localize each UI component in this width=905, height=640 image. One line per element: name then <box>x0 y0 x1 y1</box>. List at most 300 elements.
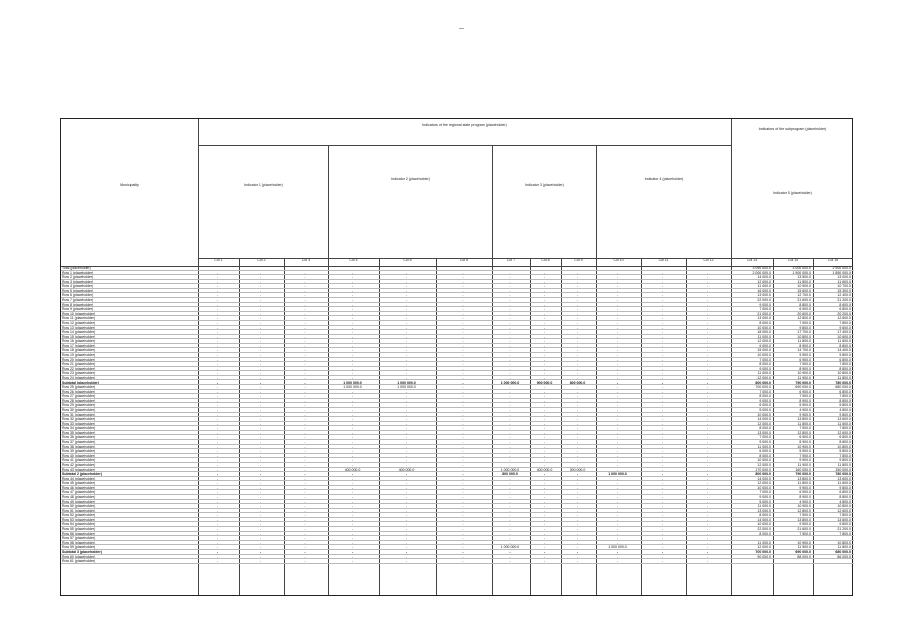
table-cell: - <box>405 389 408 394</box>
table-cell: 4 900.0 <box>799 499 811 504</box>
table-cell: - <box>576 449 579 454</box>
table-cell: - <box>405 288 408 293</box>
table-cell: - <box>216 504 219 509</box>
table-cell: - <box>616 513 619 518</box>
table-cell: - <box>616 288 619 293</box>
row-name: Row 17 (placeholder) <box>62 343 96 348</box>
table-cell: - <box>706 421 709 426</box>
table-cell: 12 000.0 <box>757 462 771 467</box>
table-cell: - <box>405 366 408 371</box>
table-cell: - <box>661 472 664 477</box>
table-cell: - <box>576 508 579 513</box>
table-cell: - <box>351 334 354 339</box>
table-cell: - <box>706 366 709 371</box>
table-cell: 7 800.0 <box>839 394 851 399</box>
table-cell: 8 800.0 <box>839 398 851 403</box>
table-cell: 21 000.0 <box>757 311 771 316</box>
table-cell: - <box>543 325 546 330</box>
table-cell: - <box>259 449 262 454</box>
table-cell: - <box>576 339 579 344</box>
table-cell: 8 000.0 <box>759 453 771 458</box>
table-cell: - <box>706 462 709 467</box>
table-cell: - <box>616 444 619 449</box>
table-cell: - <box>543 371 546 376</box>
table-cell: - <box>661 417 664 422</box>
row-name: Row 52 (placeholder) <box>62 513 96 518</box>
table-cell: - <box>543 481 546 486</box>
table-cell: 7 800.0 <box>839 362 851 367</box>
table-cell: - <box>462 430 464 435</box>
table-cell: - <box>543 353 546 358</box>
table-cell: - <box>351 444 354 449</box>
table-cell: - <box>616 320 619 325</box>
table-cell: 14 000.0 <box>757 517 771 522</box>
table-cell: - <box>706 293 709 298</box>
table-cell: 10 900.0 <box>797 540 811 545</box>
table-cell: - <box>304 339 306 344</box>
table-cell: 11 600.0 <box>837 279 851 284</box>
table-cell: - <box>661 293 664 298</box>
table-cell: - <box>351 522 354 527</box>
table-cell: 400 000.0 <box>344 467 361 472</box>
table-cell: - <box>304 467 306 472</box>
table-cell: - <box>661 545 664 550</box>
table-cell: - <box>259 375 262 380</box>
table-cell: 1 000 000.0 <box>500 380 520 385</box>
row-name: Row 57 (placeholder) <box>62 536 96 541</box>
table-cell: - <box>616 325 619 330</box>
table-cell: - <box>259 334 262 339</box>
table-cell: - <box>351 508 354 513</box>
table-cell: - <box>706 485 709 490</box>
table-cell: 6 900.0 <box>799 307 811 312</box>
table-cell: - <box>509 504 511 509</box>
table-cell: - <box>462 527 464 532</box>
table-cell: - <box>462 343 464 348</box>
table-cell: - <box>706 495 709 499</box>
table-cell: - <box>462 293 464 298</box>
table-cell: - <box>304 421 306 426</box>
table-cell: - <box>616 522 619 527</box>
table-cell: 11 000.0 <box>757 334 771 339</box>
table-cell: - <box>543 275 546 280</box>
table-cell: - <box>304 298 306 303</box>
table-cell: - <box>706 417 709 422</box>
table-cell: - <box>351 311 354 316</box>
table-cell: - <box>304 353 306 358</box>
table-cell: - <box>706 458 709 463</box>
table-cell: - <box>576 554 579 559</box>
table-cell: - <box>509 517 511 522</box>
table-cell: - <box>543 554 546 559</box>
table-cell: - <box>706 513 709 518</box>
table-cell: - <box>259 353 262 358</box>
table-cell: - <box>462 435 464 440</box>
table-cell: - <box>543 339 546 344</box>
table-cell: - <box>259 531 262 536</box>
sub-header: Col 12 <box>703 258 714 262</box>
table-cell: - <box>259 389 262 394</box>
table-cell: - <box>543 357 546 362</box>
table-cell: - <box>405 540 408 545</box>
table-cell: 18 000.0 <box>757 330 771 335</box>
table-cell: - <box>576 536 579 541</box>
table-cell: 90 000.0 <box>757 554 771 559</box>
table-cell: 13 800.0 <box>797 517 811 522</box>
table-cell: - <box>216 288 219 293</box>
table-cell: 4 900.0 <box>799 407 811 412</box>
table-cell: 10 800.0 <box>837 504 851 509</box>
table-cell: 11 800.0 <box>837 462 851 467</box>
table-cell: - <box>216 444 219 449</box>
table-cell: - <box>462 385 464 390</box>
table-cell: 800 000.0 <box>755 472 771 477</box>
table-cell: - <box>576 284 579 289</box>
table-cell: 400 000.0 <box>536 467 553 472</box>
table-cell: 12 600.0 <box>837 508 851 513</box>
row-name: Row 22 (placeholder) <box>62 366 96 371</box>
table-cell: - <box>706 348 709 353</box>
table-cell: - <box>706 302 709 307</box>
table-cell: - <box>543 389 546 394</box>
table-cell: 5 800.0 <box>839 403 851 408</box>
table-cell: 680 000.0 <box>835 549 851 554</box>
table-cell: - <box>543 513 546 518</box>
table-cell: - <box>405 375 408 380</box>
table-cell: - <box>661 279 664 284</box>
table-cell: - <box>405 284 408 289</box>
table-cell: - <box>616 407 619 412</box>
table-cell: - <box>616 316 619 321</box>
table-cell: - <box>259 417 262 422</box>
table-cell: - <box>576 522 579 527</box>
table-cell: - <box>616 430 619 435</box>
table-cell: - <box>405 504 408 509</box>
table-cell: - <box>616 481 619 486</box>
table-cell: - <box>259 513 262 518</box>
table-cell: - <box>259 339 262 344</box>
data-table <box>60 118 853 596</box>
table-cell: - <box>706 316 709 321</box>
table-cell: - <box>509 343 511 348</box>
table-cell: - <box>304 426 306 431</box>
table-cell: - <box>661 453 664 458</box>
table-cell: - <box>509 499 511 504</box>
table-cell: - <box>706 298 709 303</box>
row-name: Subtotal 2 (placeholder) <box>62 472 102 477</box>
table-cell: - <box>706 270 709 275</box>
table-cell: 13 000.0 <box>757 293 771 298</box>
table-cell: - <box>351 476 354 481</box>
table-cell: - <box>661 398 664 403</box>
table-cell: - <box>706 353 709 358</box>
table-cell: - <box>351 421 354 426</box>
table-cell: - <box>216 417 219 422</box>
table-cell: - <box>405 513 408 518</box>
table-cell: - <box>304 490 306 495</box>
table-cell: - <box>351 559 354 564</box>
row-name: Row 3 (placeholder) <box>62 279 94 284</box>
table-cell: - <box>216 334 219 339</box>
table-cell: - <box>216 513 219 518</box>
table-cell: 8 600.0 <box>839 302 851 307</box>
table-cell: - <box>462 380 464 385</box>
row-name: Row 35 (placeholder) <box>62 430 96 435</box>
table-cell: 9 000.0 <box>759 398 771 403</box>
table-cell: - <box>462 458 464 463</box>
table-cell: - <box>543 540 546 545</box>
table-cell: - <box>351 339 354 344</box>
table-cell: - <box>351 481 354 486</box>
table-cell: - <box>616 426 619 431</box>
table-cell: 10 800.0 <box>837 540 851 545</box>
table-cell: - <box>661 504 664 509</box>
table-cell: - <box>543 531 546 536</box>
table-cell: - <box>543 412 546 417</box>
table-cell: - <box>259 293 262 298</box>
table-cell: - <box>304 398 306 403</box>
table-cell: 9 600.0 <box>839 325 851 330</box>
row-name: Row 34 (placeholder) <box>62 426 96 431</box>
table-cell: 8 000.0 <box>759 394 771 399</box>
table-cell: - <box>304 275 306 280</box>
table-cell: 15 600.0 <box>797 288 811 293</box>
table-cell: - <box>405 348 408 353</box>
table-cell: 12 000.0 <box>757 279 771 284</box>
table-cell: - <box>304 270 306 275</box>
table-cell: - <box>543 366 546 371</box>
table-cell: 11 900.0 <box>797 545 811 550</box>
table-cell: - <box>304 389 306 394</box>
table-cell: 11 800.0 <box>837 545 851 550</box>
table-cell: - <box>576 485 579 490</box>
table-cell: - <box>576 394 579 399</box>
table-cell: - <box>509 307 511 312</box>
table-cell: - <box>259 270 262 275</box>
table-cell: - <box>405 275 408 280</box>
table-cell: 10 700.0 <box>837 284 851 289</box>
table-cell: - <box>706 343 709 348</box>
row-name: Row 54 (placeholder) <box>62 522 96 527</box>
table-cell: - <box>304 449 306 454</box>
table-cell: - <box>576 517 579 522</box>
table-cell: - <box>616 362 619 367</box>
table-cell: - <box>304 325 306 330</box>
table-cell: - <box>304 462 306 467</box>
table-cell: - <box>543 545 546 550</box>
table-cell: - <box>405 495 408 499</box>
table-cell: 690 000.0 <box>795 549 811 554</box>
table-cell: - <box>661 330 664 335</box>
table-cell: 21 600.0 <box>797 527 811 532</box>
table-cell: - <box>661 298 664 303</box>
table-cell: - <box>259 453 262 458</box>
table-cell: 8 900.0 <box>799 398 811 403</box>
table-cell: - <box>576 311 579 316</box>
table-cell: 400 000.0 <box>398 467 415 472</box>
table-cell: - <box>616 453 619 458</box>
table-cell: - <box>462 495 464 499</box>
table-cell: 7 800.0 <box>839 426 851 431</box>
table-cell: - <box>543 490 546 495</box>
table-cell: - <box>576 366 579 371</box>
table-cell: - <box>405 316 408 321</box>
table-cell: - <box>304 513 306 518</box>
table-cell: - <box>576 270 579 275</box>
table-cell: - <box>304 485 306 490</box>
table-cell: - <box>616 279 619 284</box>
table-cell: - <box>509 495 511 499</box>
table-cell: 700 000.0 <box>755 549 771 554</box>
table-cell: - <box>576 481 579 486</box>
table-cell: - <box>405 270 408 275</box>
table-cell: - <box>616 366 619 371</box>
table-cell: - <box>576 353 579 358</box>
table-cell: 7 800.0 <box>839 320 851 325</box>
table-cell: 9 900.0 <box>799 458 811 463</box>
table-cell: - <box>216 517 219 522</box>
table-cell: - <box>216 499 219 504</box>
table-cell: - <box>706 334 709 339</box>
table-cell: - <box>576 453 579 458</box>
table-cell: - <box>351 435 354 440</box>
table-cell: - <box>462 531 464 536</box>
table-cell: - <box>351 485 354 490</box>
table-cell: - <box>259 421 262 426</box>
table-cell: - <box>543 279 546 284</box>
table-cell: - <box>509 270 511 275</box>
row-name: Row 31 (placeholder) <box>62 412 96 417</box>
table-cell: - <box>351 362 354 367</box>
table-cell: 7 800.0 <box>839 453 851 458</box>
table-cell: - <box>259 426 262 431</box>
table-cell: - <box>543 453 546 458</box>
table-cell: - <box>543 421 546 426</box>
table-cell: - <box>216 385 219 390</box>
table-cell: - <box>509 485 511 490</box>
table-cell: - <box>462 462 464 467</box>
table-cell: - <box>576 330 579 335</box>
table-cell: 21 600.0 <box>797 298 811 303</box>
table-cell: - <box>351 298 354 303</box>
table-cell: 17 700.0 <box>797 330 811 335</box>
table-cell: 11 000.0 <box>757 540 771 545</box>
table-cell: - <box>661 407 664 412</box>
table-cell: - <box>509 298 511 303</box>
table-cell: - <box>543 495 546 499</box>
table-cell: - <box>616 394 619 399</box>
table-cell: - <box>543 320 546 325</box>
table-cell: - <box>259 279 262 284</box>
table-cell: - <box>462 540 464 545</box>
table-cell: - <box>616 343 619 348</box>
row-name: Row 40 (placeholder) <box>62 453 96 458</box>
table-cell: - <box>216 540 219 545</box>
table-cell: - <box>616 417 619 422</box>
table-cell: - <box>543 462 546 467</box>
row-name: Row 28 (placeholder) <box>62 398 96 403</box>
table-cell: - <box>216 407 219 412</box>
table-cell: - <box>216 426 219 431</box>
table-cell: - <box>509 407 511 412</box>
table-cell: - <box>216 366 219 371</box>
table-cell: - <box>661 311 664 316</box>
table-cell: 680 000.0 <box>835 385 851 390</box>
table-cell: - <box>509 476 511 481</box>
table-cell: 10 900.0 <box>797 371 811 376</box>
table-cell: - <box>706 398 709 403</box>
table-cell: - <box>509 462 511 467</box>
table-cell: - <box>661 412 664 417</box>
table-cell: - <box>259 320 262 325</box>
table-cell: - <box>304 435 306 440</box>
row-name: Row 56 (placeholder) <box>62 531 96 536</box>
table-cell: - <box>304 495 306 499</box>
table-cell: - <box>216 440 219 445</box>
table-cell: - <box>462 307 464 312</box>
table-cell: - <box>216 476 219 481</box>
table-cell: - <box>616 298 619 303</box>
table-cell: - <box>351 302 354 307</box>
table-cell: - <box>462 403 464 408</box>
table-cell: 6 800.0 <box>839 307 851 312</box>
table-cell: - <box>543 298 546 303</box>
table-cell: 12 700.0 <box>797 293 811 298</box>
table-cell: - <box>216 412 219 417</box>
table-cell: - <box>661 284 664 289</box>
table-cell: - <box>543 307 546 312</box>
table-cell: - <box>304 348 306 353</box>
table-cell: - <box>661 554 664 559</box>
table-cell: 14 700.0 <box>797 348 811 353</box>
table-cell: - <box>216 398 219 403</box>
table-cell: - <box>405 417 408 422</box>
table-cell: - <box>509 527 511 532</box>
table-cell: 5 900.0 <box>799 403 811 408</box>
row-name: Row 51 (placeholder) <box>62 508 96 513</box>
table-cell: - <box>304 545 306 550</box>
table-cell: - <box>706 435 709 440</box>
table-cell: 11 600.0 <box>837 339 851 344</box>
table-cell: - <box>216 453 219 458</box>
table-cell: - <box>216 536 219 541</box>
table-cell: - <box>706 403 709 408</box>
table-cell: 8 900.0 <box>799 343 811 348</box>
table-cell: - <box>351 517 354 522</box>
table-cell: - <box>259 385 262 390</box>
table-cell: - <box>259 549 262 554</box>
table-cell: - <box>405 490 408 495</box>
table-cell: - <box>543 284 546 289</box>
table-cell: - <box>509 366 511 371</box>
table-cell: - <box>706 389 709 394</box>
table-cell: - <box>259 325 262 330</box>
table-cell: - <box>304 559 306 564</box>
table-cell: 7 900.0 <box>799 453 811 458</box>
table-cell: - <box>576 472 579 477</box>
table-cell: - <box>259 499 262 504</box>
table-cell: - <box>351 348 354 353</box>
table-cell: - <box>216 284 219 289</box>
row-name: Row 10 (placeholder) <box>62 311 96 316</box>
table-cell: - <box>216 275 219 280</box>
table-cell: - <box>304 440 306 445</box>
table-cell: - <box>509 275 511 280</box>
table-cell: 7 900.0 <box>799 531 811 536</box>
table-cell: 3 090 000.0 <box>752 266 771 270</box>
table-cell: 8 800.0 <box>839 440 851 445</box>
table-cell: - <box>216 375 219 380</box>
